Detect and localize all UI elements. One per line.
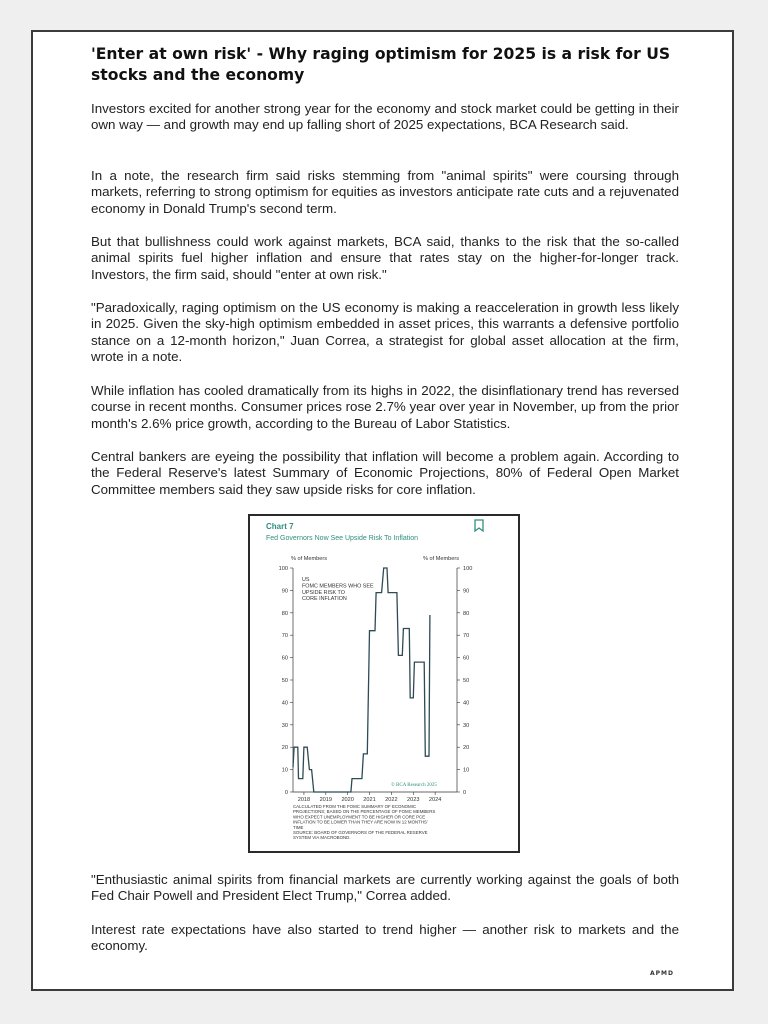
y-tick-label-right: 30 xyxy=(463,722,470,729)
y-tick-label-left: 50 xyxy=(281,678,288,684)
chart-watermark: © BCA Research 2025 xyxy=(391,783,437,788)
y-axis-label-right: % of Members xyxy=(423,556,460,562)
y-axis-label-left: % of Members xyxy=(291,556,328,562)
paragraph-4: "Paradoxically, raging optimism on the US economy is making a reacceleration in growth less likely in 2025. Given the sky-high optimism embedded in asset prices, this warrants a defensive portfolio stance on a 12-month horizon," Juan Correa, a strategist for global asset allocation at the firm, wrote in a note. xyxy=(91,300,679,365)
paragraph-8: Interest rate expectations have also started to trend higher — another risk to markets and the economy. xyxy=(91,922,679,954)
y-tick-label-right: 100 xyxy=(463,566,473,572)
y-tick-label-right: 80 xyxy=(463,610,470,617)
y-tick-label-left: 40 xyxy=(281,700,288,707)
chart-note-line: CALCULATED FROM THE FOMC SUMMARY OF ECONOMIC xyxy=(293,804,417,809)
y-tick-label-right: 90 xyxy=(463,588,470,595)
x-tick-label: 2021 xyxy=(363,797,376,803)
chart-note-line: SOURCE: BOARD OF GOVERNORS OF THE FEDERAL RESERVE xyxy=(293,830,428,835)
y-tick-label-right: 50 xyxy=(463,678,470,684)
paragraph-1: Investors excited for another strong year for the economy and stock market could be getting in their own way — and growth may end up falling short of 2025 expectations, BCA Research said. xyxy=(91,101,679,133)
paragraph-7: "Enthusiastic animal spirits from financial markets are currently working against the goals of both Fed Chair Powell and President Elect Trump," Correa added. xyxy=(91,872,679,904)
y-tick-label-left: 0 xyxy=(284,790,288,796)
chart-notes xyxy=(293,804,435,840)
x-tick-label: 2023 xyxy=(407,797,420,803)
y-tick-label-left: 80 xyxy=(281,610,288,617)
y-tick-label-left: 20 xyxy=(281,745,288,752)
y-tick-label-right: 40 xyxy=(463,700,470,707)
chart-note-line: INFLATION TO BE LOWER THAN THEY ARE NOW IN 12 MONTHS' xyxy=(293,819,428,825)
y-tick-label-left: 60 xyxy=(281,655,288,662)
chart-figure xyxy=(248,514,520,853)
chart-note-line: PROJECTIONS; BASED ON THE PERCENTAGE OF FOMC MEMBERS xyxy=(293,809,436,815)
chart-note-line: TIME xyxy=(293,824,304,830)
y-tick-label-left: 10 xyxy=(281,767,288,774)
x-tick-label: 2019 xyxy=(319,797,333,803)
article-title: 'Enter at own risk' - Why raging optimism for 2025 is a risk for US stocks and the economy xyxy=(91,45,671,84)
y-tick-label-right: 20 xyxy=(463,745,470,752)
footer-logo: APMD xyxy=(650,970,674,977)
y-tick-label-left: 30 xyxy=(281,722,288,729)
x-tick-label: 2022 xyxy=(385,797,398,803)
y-tick-label-right: 70 xyxy=(463,633,470,640)
chart-note-line: SYSTEM VIA MACROBOND. xyxy=(293,835,351,841)
paragraph-3: But that bullishness could work against markets, BCA said, thanks to the risk that the so-called animal spirits fuel higher inflation and ensure that rates stay on the higher-for-longer track. Investors, the firm said, should "enter at own risk." xyxy=(91,234,679,282)
chart-note-line: WHO EXPECT UNEMPLOYMENT TO BE HIGHER OR CORE PCE xyxy=(293,814,426,820)
series-label-line: UPSIDE RISK TO xyxy=(302,589,345,596)
chart-canvas xyxy=(250,516,518,851)
series-label-line: US xyxy=(302,577,310,583)
y-tick-label-left: 100 xyxy=(278,566,288,572)
paragraph-2: In a note, the research firm said risks stemming from "animal spirits" were coursing through markets, referring to strong optimism for equities as investors anticipate rate cuts and a rejuvenated economy in Donald Trump's second term. xyxy=(91,168,679,216)
series-label-line: CORE INFLATION xyxy=(302,596,347,603)
paragraph-5: While inflation has cooled dramatically from its highs in 2022, the disinflationary trend has reversed course in recent months. Consumer prices rose 2.7% year over year in November, up from the prior month's 2.6% price growth, according to the Bureau of Labor Statistics. xyxy=(91,383,679,431)
chart-title: Fed Governors Now See Upside Risk To Inflation xyxy=(266,535,418,542)
x-tick-label: 2018 xyxy=(297,797,311,803)
x-tick-label: 2024 xyxy=(428,797,442,803)
y-tick-label-left: 90 xyxy=(281,588,288,595)
bookmark-icon[interactable] xyxy=(475,520,483,531)
article-page xyxy=(31,30,734,991)
y-tick-label-right: 0 xyxy=(463,790,467,796)
x-tick-label: 2020 xyxy=(341,797,354,803)
paragraph-6: Central bankers are eyeing the possibility that inflation will become a problem again. According to the Federal Reserve's latest Summary of Economic Projections, 80% of Federal Open Market Committee members said they saw upside risks for core inflation. xyxy=(91,449,679,497)
y-tick-label-right: 60 xyxy=(463,655,470,662)
y-tick-label-right: 10 xyxy=(463,767,470,774)
chart-number: Chart 7 xyxy=(266,522,294,531)
series-label-line: FOMC MEMBERS WHO SEE xyxy=(302,583,374,590)
y-tick-label-left: 70 xyxy=(281,633,288,640)
series-label xyxy=(302,577,374,602)
